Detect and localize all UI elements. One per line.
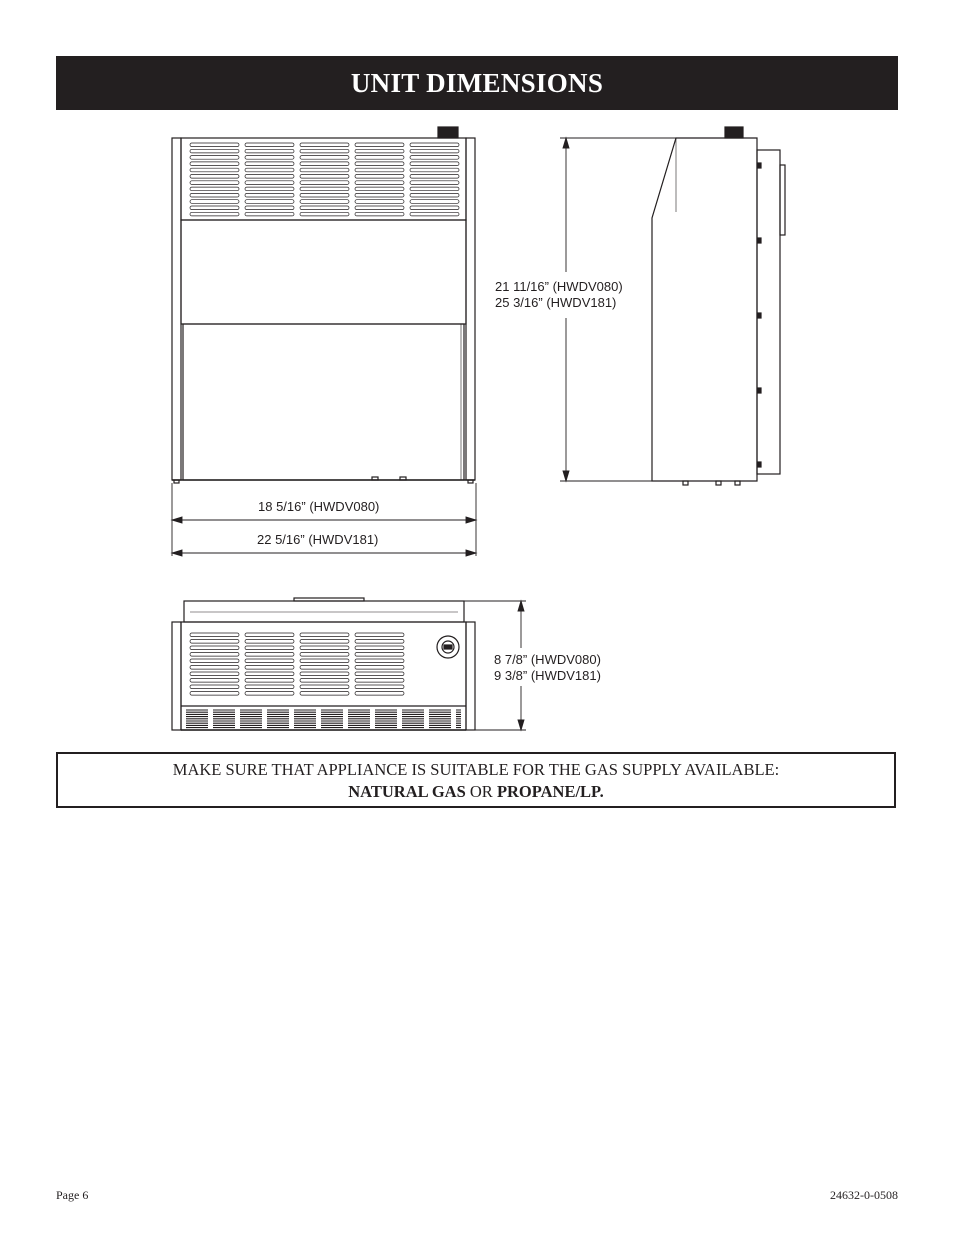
notice-gas-types [58, 781, 894, 803]
height-label-hwdv181: 25 3/16” (HWDV181) [495, 295, 617, 310]
top-view [172, 598, 475, 730]
gas-supply-notice [56, 752, 896, 808]
natural-gas-label: NATURAL GAS [348, 782, 466, 801]
notice-line: MAKE SURE THAT APPLIANCE IS SUITABLE FOR THE GAS SUPPLY AVAILABLE: [172, 760, 780, 779]
document-number: 24632-0-0508 [830, 1188, 898, 1202]
side-view [652, 127, 785, 485]
depth-label-hwdv181: 9 3/8” (HWDV181) [494, 668, 601, 683]
page-title: UNIT DIMENSIONS [56, 56, 898, 110]
front-view [172, 127, 475, 483]
depth-label-hwdv080: 8 7/8” (HWDV080) [494, 652, 601, 667]
height-label-hwdv080: 21 11/16” (HWDV080) [495, 279, 623, 294]
page-number: Page 6 [56, 1188, 89, 1202]
propane-label: PROPANE/LP. [496, 782, 604, 801]
notice-connector: OR [465, 782, 497, 801]
width-label-hwdv181: 22 5/16” (HWDV181) [257, 532, 379, 547]
width-label-hwdv080: 18 5/16” (HWDV080) [258, 499, 380, 514]
